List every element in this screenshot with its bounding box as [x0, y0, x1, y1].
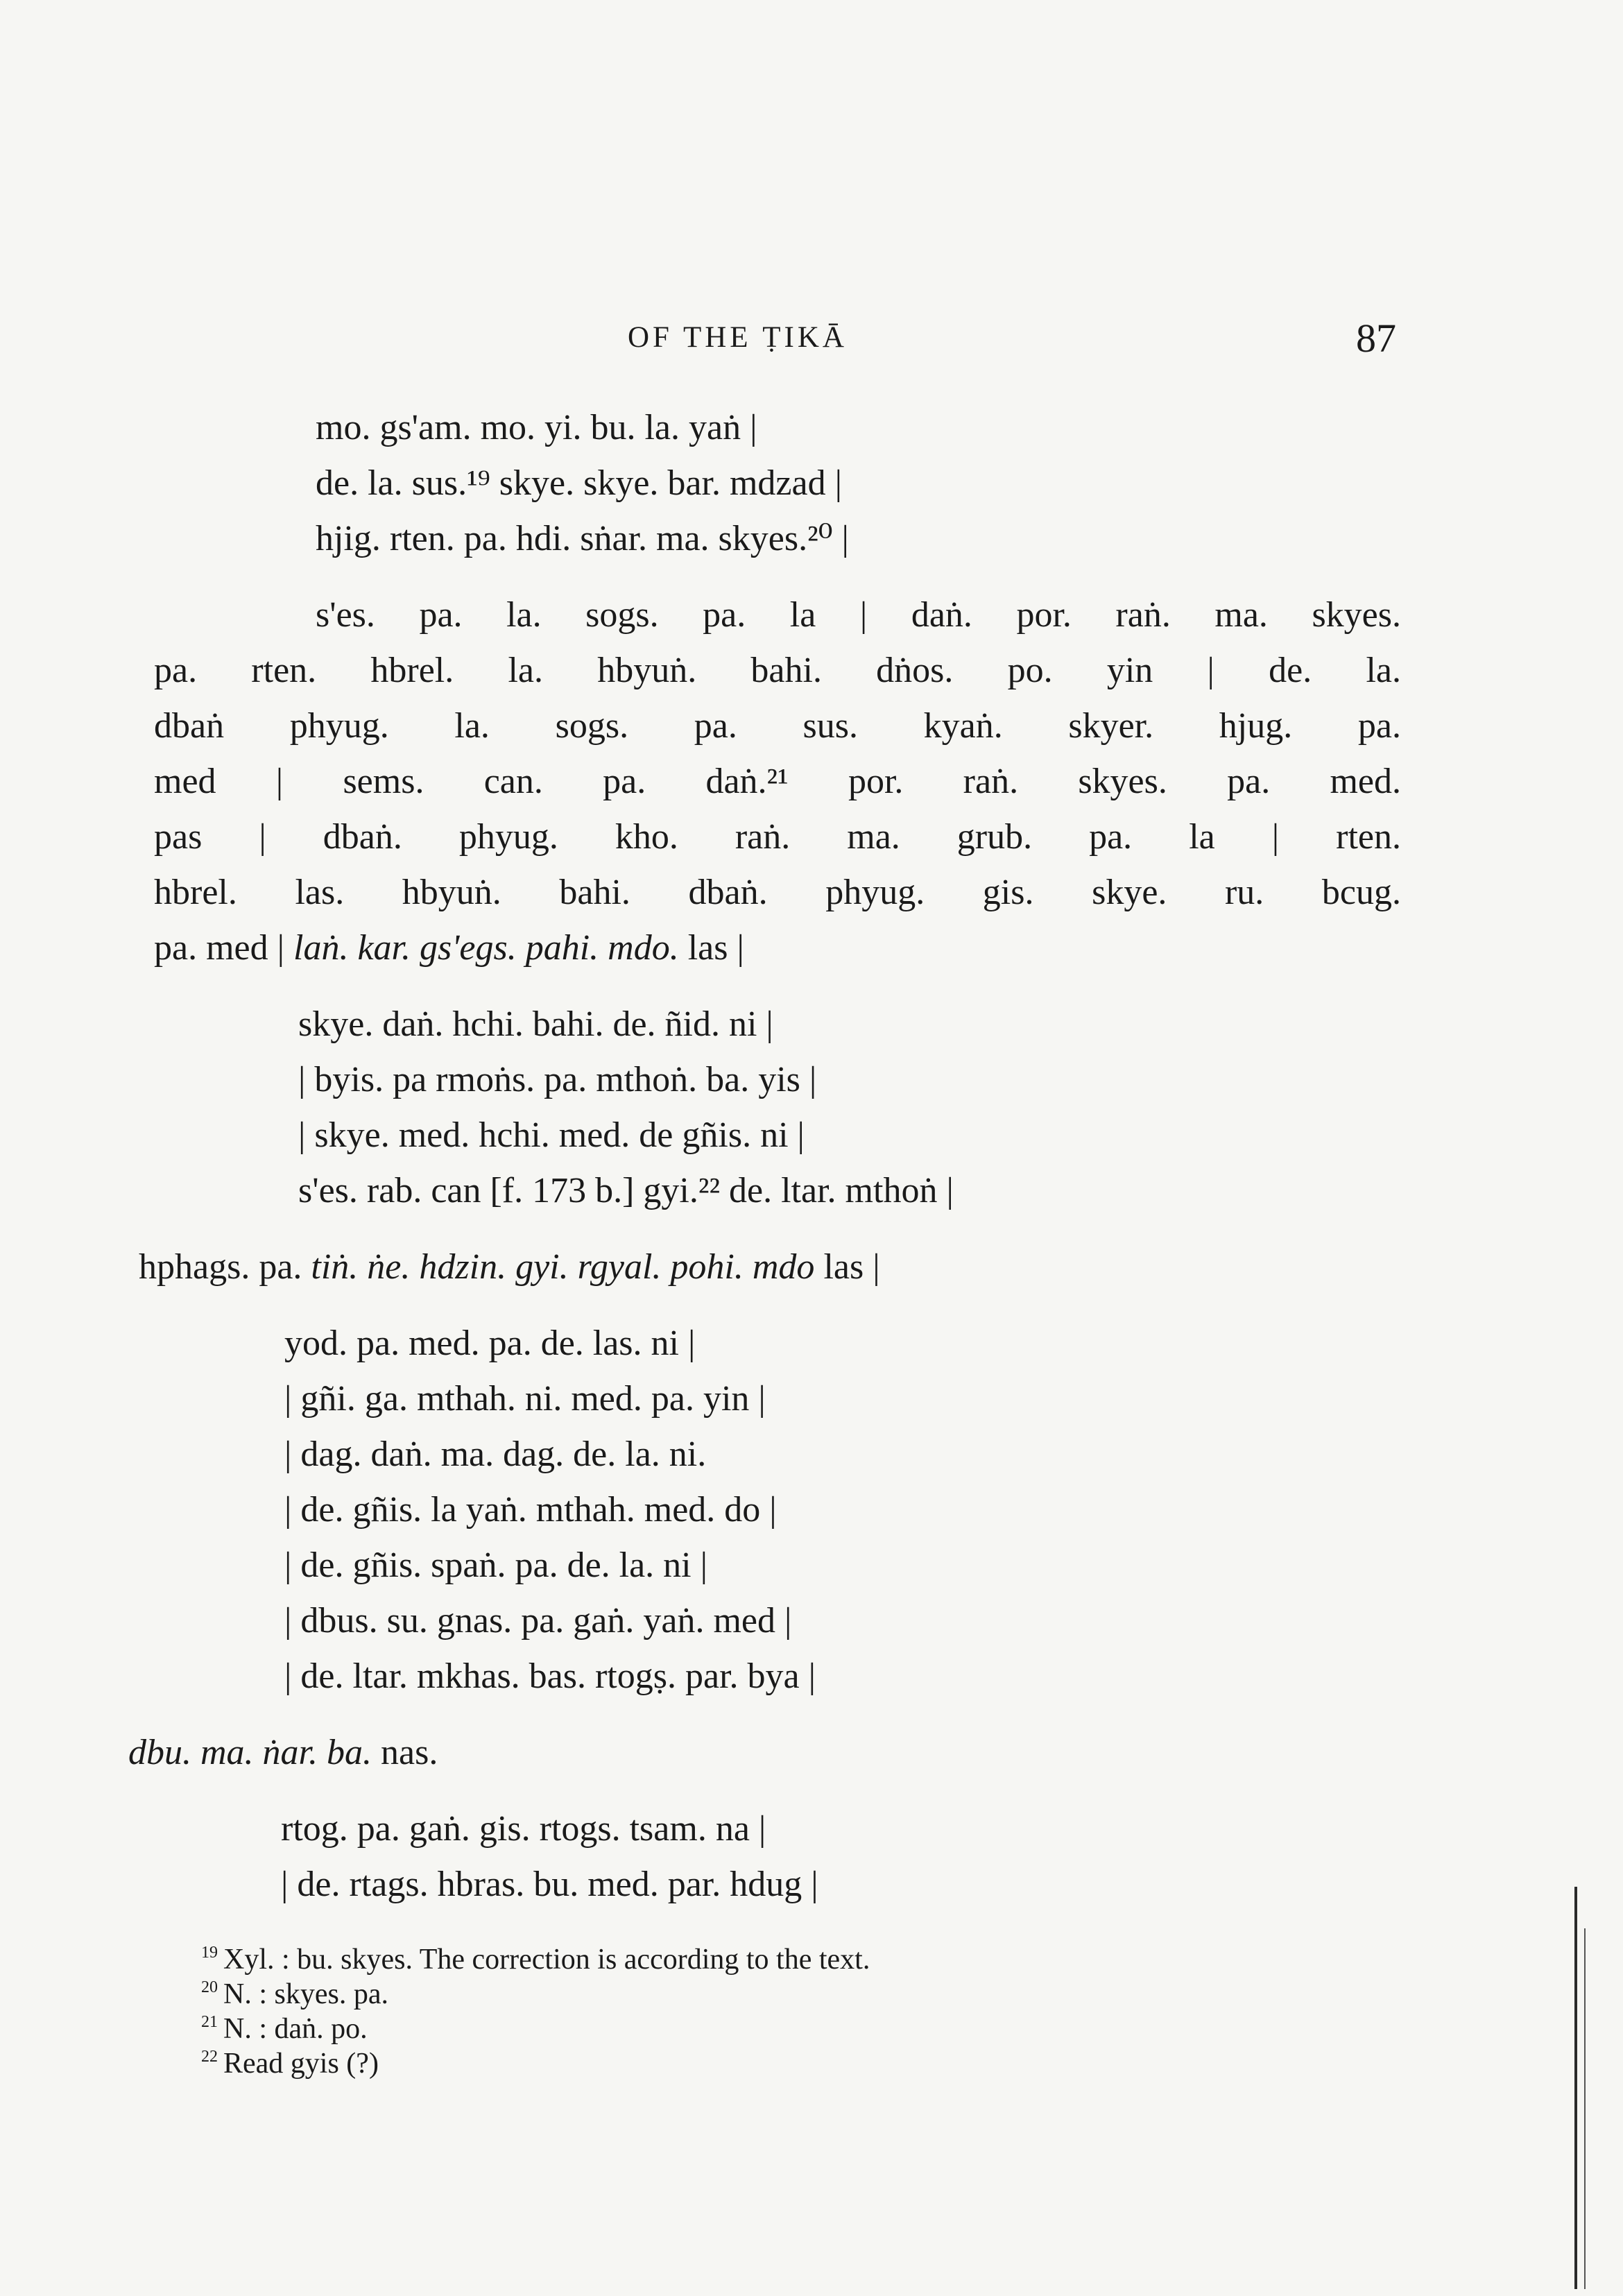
text-line: hbrel. las. hbyuṅ. bahi. dbaṅ. phyug. gis. skye. ru. bcug.: [154, 873, 1401, 912]
text-line: | de. gñis. spaṅ. pa. de. la. ni |: [284, 1545, 708, 1585]
text-line: skye. daṅ. hchi. bahi. de. ñid. ni |: [298, 1004, 773, 1044]
work-title: laṅ. kar. gs'egs. pahi. mdo.: [293, 928, 679, 968]
scan-edge-line: [1584, 1928, 1586, 2289]
page-header: [0, 316, 1623, 376]
text-line: | skye. med. hchi. med. de gñis. ni |: [298, 1115, 805, 1155]
text-line: mo. gs'am. mo. yi. bu. la. yaṅ |: [316, 408, 757, 447]
page-number: 87: [1356, 316, 1396, 361]
text-line: | byis. pa rmoṅs. pa. mthoṅ. ba. yis |: [298, 1060, 817, 1099]
footnote: $^{22}$ Read gyis (?): [201, 2048, 379, 2080]
footnote: $^{20}$ N. : skyes. pa.: [201, 1978, 388, 2010]
text-line: | de. gñis. la yaṅ. mthah. med. do |: [284, 1490, 777, 1530]
text-line: pa. rten. hbrel. la. hbyuṅ. bahi. dṅos. po. yin | de. la.: [154, 651, 1401, 690]
text-line: hjig. rten. pa. hdi. sṅar. ma. skyes.²⁰ |: [316, 519, 849, 558]
text-line: | dag. daṅ. ma. dag. de. la. ni.: [284, 1434, 707, 1474]
text-line: rtog. pa. gaṅ. gis. rtogs. tsam. na |: [281, 1809, 766, 1849]
scan-edge-line: [1574, 1887, 1577, 2289]
text-line: dbu. ma. ṅar. ba. nas.: [128, 1733, 438, 1772]
text-line: | de. ltar. mkhas. bas. rtogṣ. par. bya |: [284, 1656, 816, 1696]
text-line: | dbus. su. gnas. pa. gaṅ. yaṅ. med |: [284, 1601, 792, 1640]
running-title: OF THE ṬIKĀ: [628, 321, 848, 354]
text-line: | gñi. ga. mthah. ni. med. pa. yin |: [284, 1379, 766, 1419]
text-line: dbaṅ phyug. la. sogs. pa. sus. kyaṅ. skyer. hjug. pa.: [154, 706, 1401, 746]
text-line: med | sems. can. pa. daṅ.²¹ por. raṅ. skyes. pa. med.: [154, 762, 1401, 801]
text-line: de. la. sus.¹⁹ skye. skye. bar. mdzad |: [316, 463, 842, 503]
text-line: s'es. rab. can [f. 173 b.] gyi.²² de. ltar. mthoṅ |: [298, 1171, 954, 1210]
text-line: pa. med | laṅ. kar. gs'egs. pahi. mdo. las |: [154, 928, 744, 968]
footnote: $^{21}$ N. : daṅ. po.: [201, 2013, 368, 2045]
work-title: tiṅ. ṅe. hdzin. gyi. rgyal. pohi. mdo: [311, 1247, 815, 1287]
text-line: hphags. pa. tiṅ. ṅe. hdzin. gyi. rgyal. pohi. mdo las |: [139, 1247, 880, 1287]
text-line: s'es. pa. la. sogs. pa. la | daṅ. por. raṅ. ma. skyes.: [316, 595, 1401, 635]
footnote: $^{19}$ Xyl. : bu. skyes. The correction is according to the text.: [201, 1944, 870, 1976]
work-title: dbu. ma. ṅar. ba.: [128, 1733, 372, 1772]
text-line: pas | dbaṅ. phyug. kho. raṅ. ma. grub. pa. la | rten.: [154, 817, 1401, 857]
text-line: | de. rtags. hbras. bu. med. par. hdug |: [281, 1865, 818, 1904]
text-line: yod. pa. med. pa. de. las. ni |: [284, 1323, 696, 1363]
